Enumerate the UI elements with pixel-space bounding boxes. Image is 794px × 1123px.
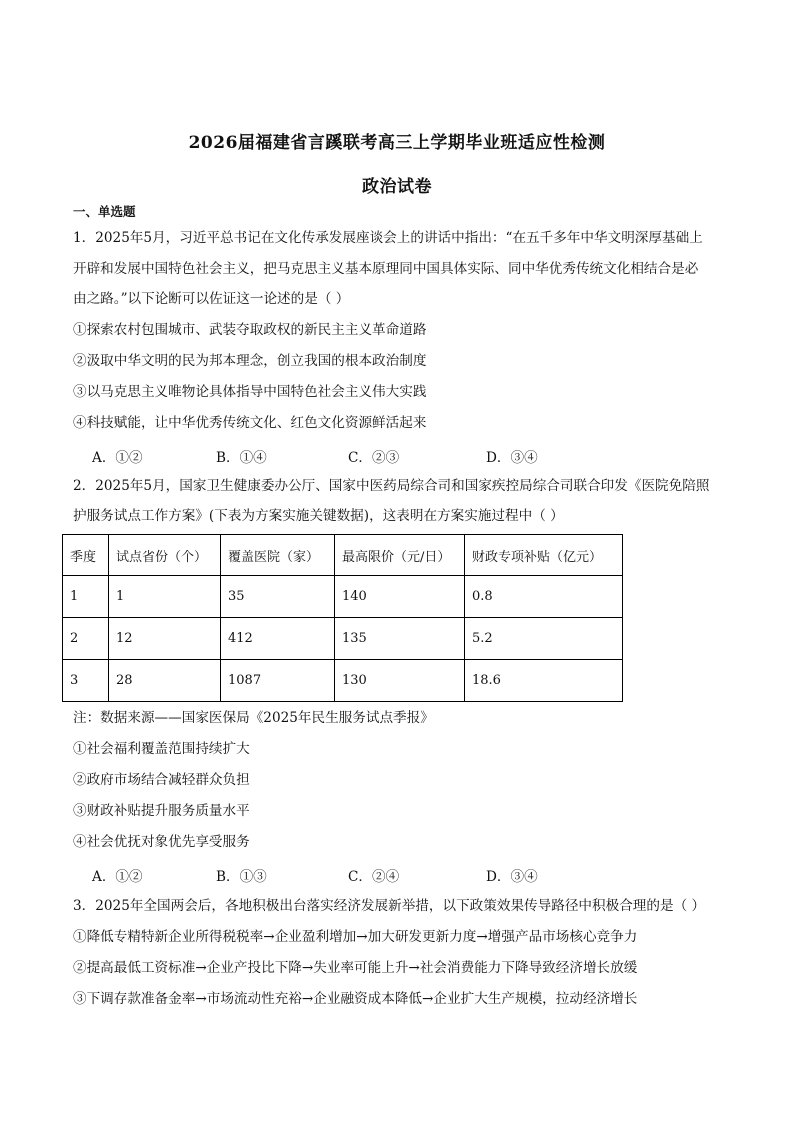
exam-title: 2026届福建省言蹊联考高三上学期毕业班适应性检测	[188, 133, 606, 153]
table-cell: 2	[63, 618, 109, 660]
choice-c[interactable]: C．②③	[348, 450, 400, 466]
answer-choices	[92, 865, 538, 885]
statement-option: ①降低专精特新企业所得税税率→企业盈利增加→加大研发更新力度→增强产品市场核心竞争力	[73, 929, 638, 945]
statement-option: ③以马克思主义唯物论具体指导中国特色社会主义伟大实践	[73, 384, 427, 400]
table-header-cell: 试点省份（个）	[109, 535, 221, 576]
table-header-row	[63, 535, 623, 576]
table-cell: 1	[63, 576, 109, 618]
table-header-cell: 季度	[63, 535, 109, 576]
question-stem-line: 2．2025年5月，国家卫生健康委办公厅、国家中医药局综合司和国家疾控局综合司联合印发《医院免陪照	[73, 478, 710, 494]
section-heading: 一、单选题	[73, 204, 136, 219]
table-cell: 1087	[221, 660, 335, 702]
table-cell: 18.6	[465, 660, 623, 702]
statement-option: ①探索农村包围城市、武装夺取政权的新民主主义革命道路	[73, 322, 427, 338]
choice-b[interactable]: B．①④	[216, 450, 267, 466]
table-cell: 35	[221, 576, 335, 618]
choice-a[interactable]: A．①②	[92, 450, 143, 466]
choice-d[interactable]: D．③④	[486, 869, 538, 885]
table-cell: 3	[63, 660, 109, 702]
table-cell: 5.2	[465, 618, 623, 660]
table-cell: 0.8	[465, 576, 623, 618]
statement-option: ③下调存款准备金率→市场流动性充裕→企业融资成本降低→企业扩大生产规模，拉动经济增长	[73, 991, 638, 1007]
choice-d[interactable]: D．③④	[486, 450, 538, 466]
table-cell: 135	[335, 618, 465, 660]
statement-option: ③财政补贴提升服务质量水平	[73, 803, 250, 819]
choice-a[interactable]: A．①②	[92, 869, 143, 885]
statement-option: ②汲取中华文明的民为邦本理念，创立我国的根本政治制度	[73, 353, 427, 369]
table-header-cell: 财政专项补贴（亿元）	[465, 535, 623, 576]
question-stem-line: 开辟和发展中国特色社会主义，把马克思主义基本原理同中国具体实际、同中华优秀传统文化相结合是必	[73, 261, 699, 277]
table-cell: 28	[109, 660, 221, 702]
answer-choices	[92, 446, 538, 466]
statement-option: ①社会福利覆盖范围持续扩大	[73, 741, 250, 757]
statement-option: ④社会优抚对象优先享受服务	[73, 834, 250, 850]
question-stem-line: 护服务试点工作方案》(下表为方案实施关键数据)，这表明在方案实施过程中（ ）	[73, 508, 564, 524]
table-cell: 412	[221, 618, 335, 660]
question-stem-line: 由之路。”以下论断可以佐证这一论述的是（ ）	[73, 291, 350, 307]
exam-subject: 政治试卷	[362, 177, 432, 197]
table-cell: 1	[109, 576, 221, 618]
table-row	[63, 618, 623, 660]
statement-option: ④科技赋能，让中华优秀传统文化、红色文化资源鲜活起来	[73, 415, 427, 431]
table-cell: 130	[335, 660, 465, 702]
table-row	[63, 660, 623, 702]
table-header-cell: 覆盖医院（家）	[221, 535, 335, 576]
statement-option: ②提高最低工资标准→企业产投比下降→失业率可能上升→社会消费能力下降导致经济增长放缓	[73, 960, 638, 976]
question-stem-line: 3．2025年全国两会后，各地积极出台落实经济发展新举措，以下政策效果传导路径中积极合理的是（ ）	[73, 898, 706, 914]
data-table	[62, 534, 623, 702]
table-row	[63, 576, 623, 618]
question-stem-line: 1．2025年5月，习近平总书记在文化传承发展座谈会上的讲话中指出：“在五千多年中华文明深厚基础上	[73, 230, 703, 246]
table-cell: 12	[109, 618, 221, 660]
choice-b[interactable]: B．①③	[216, 869, 267, 885]
table-note: 注：数据来源——国家医保局《2025年民生服务试点季报》	[73, 710, 434, 726]
choice-c[interactable]: C．②④	[348, 869, 400, 885]
table-cell: 140	[335, 576, 465, 618]
statement-option: ②政府市场结合减轻群众负担	[73, 772, 250, 788]
table-header-cell: 最高限价（元/日）	[335, 535, 465, 576]
